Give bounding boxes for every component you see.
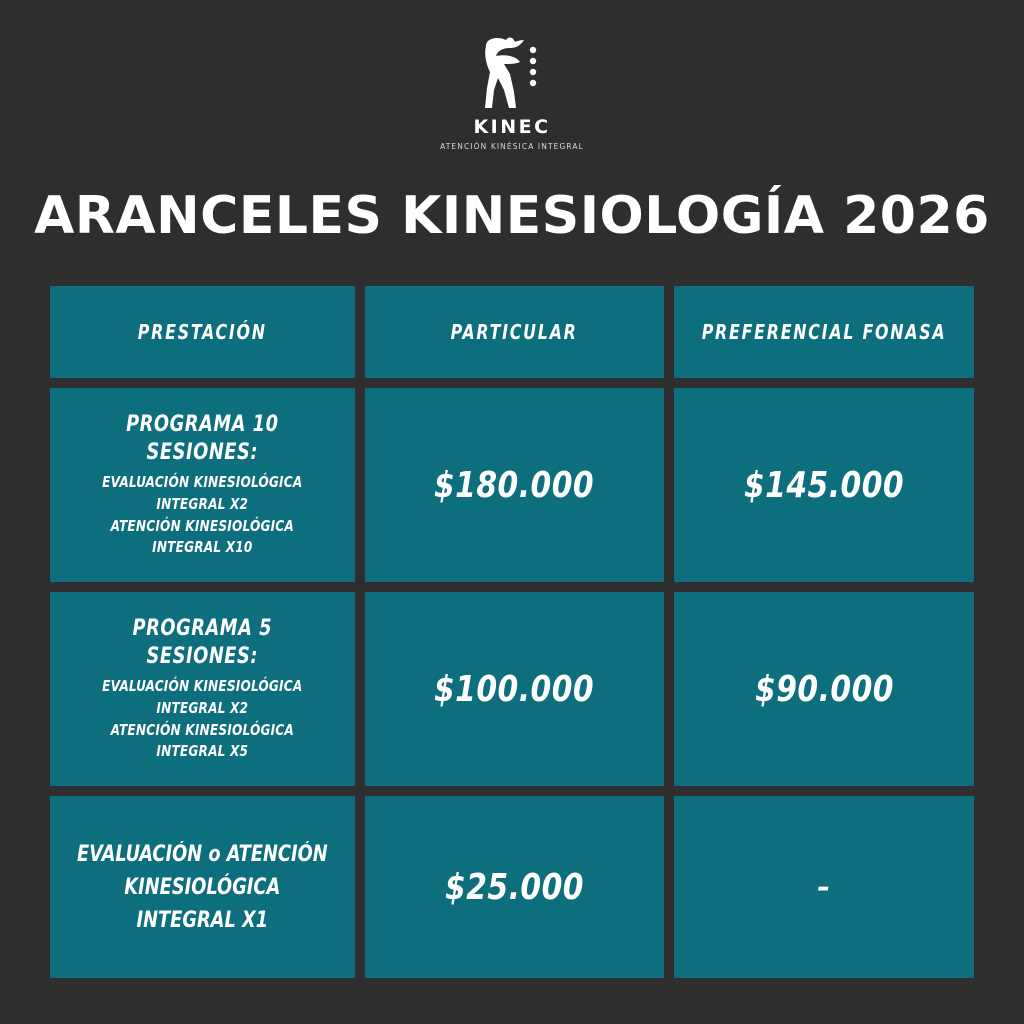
table-row <box>50 388 974 582</box>
row-3-title <box>74 838 330 937</box>
row-2-detail-line-1: EVALUACIÓN KINESIOLÓGICA INTEGRAL X2 <box>102 677 303 717</box>
row-2-fonasa-price: $90.000 <box>754 668 894 710</box>
row-3-title-line-1: EVALUACIÓN o ATENCIÓN <box>76 841 328 867</box>
table-header-row <box>50 286 974 378</box>
row-1-particular-price: $180.000 <box>434 464 595 506</box>
row-3-prestacion-cell <box>50 796 355 978</box>
row-1-prestacion-cell <box>50 388 355 582</box>
header-label: PRESTACIÓN <box>137 320 267 344</box>
row-1-detail-line-2: ATENCIÓN KINESIOLÓGICA INTEGRAL X10 <box>110 516 294 557</box>
row-1-fonasa-cell <box>674 388 974 582</box>
table-row <box>50 592 974 786</box>
header-label: PREFERENCIAL FONASA <box>701 320 947 344</box>
row-3-title-line-2: KINESIOLÓGICA INTEGRAL X1 <box>124 874 281 933</box>
row-3-fonasa-price: – <box>817 869 831 905</box>
row-2-detail-line-2: ATENCIÓN KINESIOLÓGICA INTEGRAL X5 <box>110 720 294 761</box>
brand-logo-block <box>0 34 1024 151</box>
row-2-details <box>74 676 330 763</box>
row-2-prestacion-cell <box>50 592 355 786</box>
row-3-fonasa-cell <box>674 796 974 978</box>
row-2-particular-cell <box>365 592 665 786</box>
row-1-fonasa-price: $145.000 <box>744 464 905 506</box>
header-label: PARTICULAR <box>450 320 578 344</box>
kinec-figure-logo-icon <box>476 34 548 112</box>
brand-name: KINEC <box>473 116 551 138</box>
row-1-title: PROGRAMA 10 SESIONES: <box>126 412 279 465</box>
row-2-fonasa-cell <box>674 592 974 786</box>
table-row <box>50 796 974 978</box>
brand-tagline: ATENCIÓN KINÉSICA INTEGRAL <box>440 142 584 151</box>
row-3-particular-price: $25.000 <box>444 866 584 908</box>
row-3-particular-cell <box>365 796 665 978</box>
row-1-details <box>74 472 330 559</box>
header-cell-prestacion <box>50 286 355 378</box>
pricing-table <box>50 286 974 978</box>
header-cell-preferencial-fonasa <box>674 286 974 378</box>
row-1-detail-line-1: EVALUACIÓN KINESIOLÓGICA INTEGRAL X2 <box>102 473 303 513</box>
row-2-particular-price: $100.000 <box>434 668 595 710</box>
row-2-title: PROGRAMA 5 SESIONES: <box>132 616 273 669</box>
header-cell-particular <box>365 286 665 378</box>
page-title: ARANCELES KINESIOLOGÍA 2026 <box>34 186 990 246</box>
row-1-particular-cell <box>365 388 665 582</box>
